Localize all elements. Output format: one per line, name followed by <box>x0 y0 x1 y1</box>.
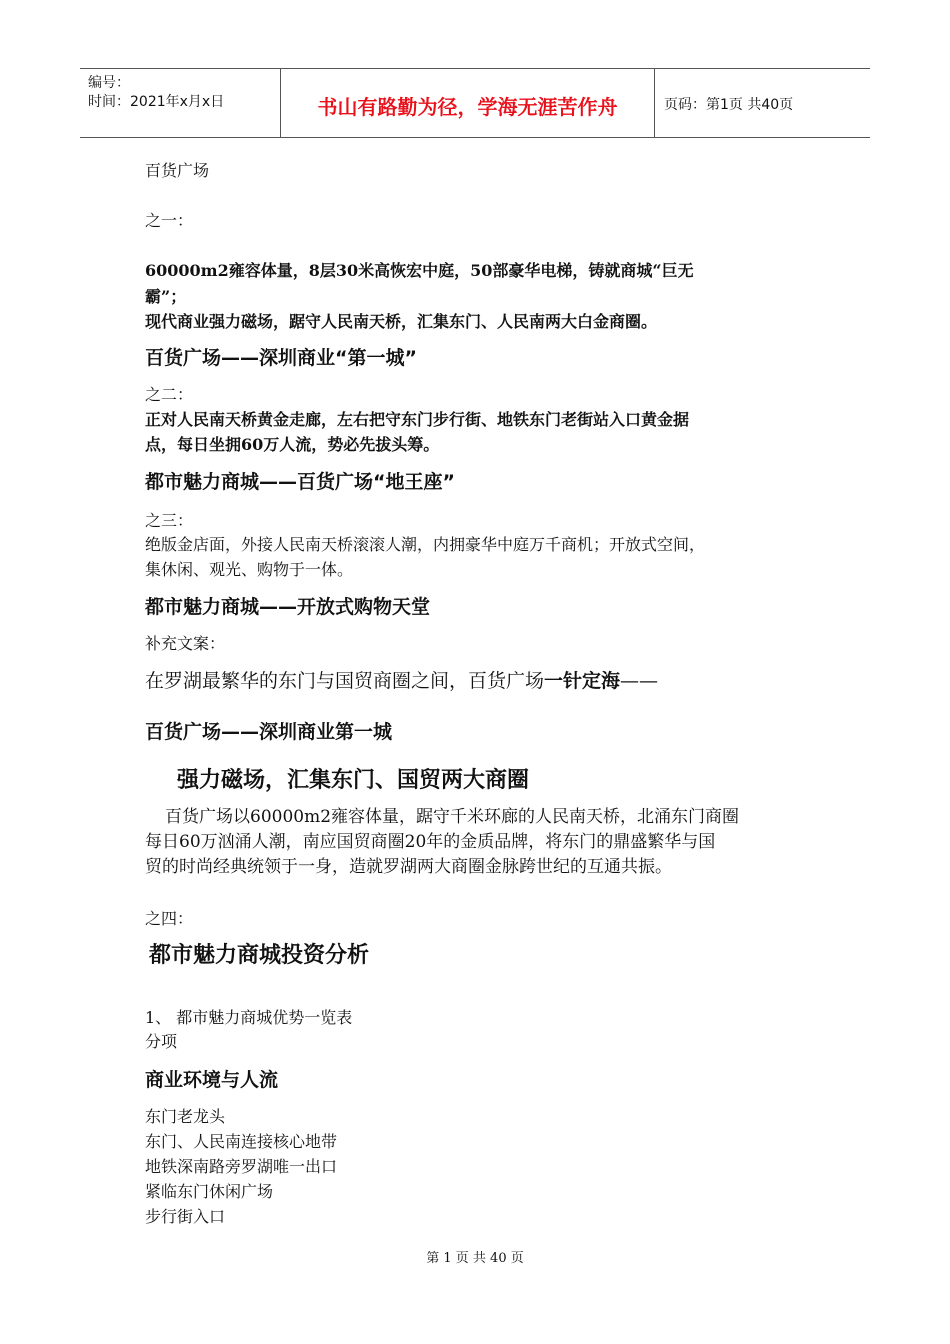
supplement-bold: 一针定海 <box>544 670 621 692</box>
number-label: 编号： <box>88 75 130 91</box>
section1-line1: 60000m2雍容体量，8层30米高恢宏中庭，50部豪华电梯，铸就商城“巨无 <box>145 261 694 280</box>
env-item: 地铁深南路旁罗湖唯一出口 <box>145 1157 338 1176</box>
section1-line3: 现代商业强力磁场，踞守人民南天桥，汇集东门、人民南两大白金商圈。 <box>145 312 658 331</box>
section4-label: 之四： <box>145 909 194 928</box>
page-footer: 第 1 页 共 40 页 <box>426 1251 524 1266</box>
doc-title: 百货广场 <box>145 161 210 180</box>
heading-business-environment: 商业环境与人流 <box>145 1069 279 1091</box>
supplement-dash: —— <box>620 670 659 692</box>
section2-line1: 正对人民南天桥黄金走廊，左右把守东门步行街、地铁东门老街站入口黄金据 <box>145 410 690 429</box>
section3-label: 之三： <box>145 511 194 530</box>
heading-landmark: 都市魅力商城——百货广场“地王座” <box>145 471 455 493</box>
paragraph-line1: 百货广场以60000m2雍容体量，踞守千米环廊的人民南天桥，北涌东门商圈 <box>165 807 740 827</box>
section3-line1: 绝版金店面，外接人民南天桥滚滚人潮，内拥豪华中庭万千商机；开放式空间， <box>145 535 706 554</box>
env-item: 紧临东门休闲广场 <box>145 1182 274 1201</box>
heading-open-shopping: 都市魅力商城——开放式购物天堂 <box>145 596 431 618</box>
env-item: 东门、人民南连接核心地带 <box>145 1132 338 1151</box>
section1-label: 之一： <box>145 211 194 230</box>
heading-two-districts: 强力磁场，汇集东门、国贸两大商圈 <box>177 768 530 793</box>
header-meta-cell <box>80 69 280 137</box>
env-item: 东门老龙头 <box>145 1107 226 1126</box>
paragraph-line3: 贸的时尚经典统领于一身，造就罗湖两大商圈金脉跨世纪的互通共振。 <box>145 857 672 877</box>
section1-line2: 霸”； <box>145 287 187 306</box>
time-label: 时间：2021年x月x日 <box>88 94 225 110</box>
section2-line2: 点，每日坐拥60万人流，势必先拔头筹。 <box>145 435 440 454</box>
supplement-line <box>145 668 658 694</box>
page-info: 页码：第1页 共40页 <box>664 97 794 113</box>
list-sub-item: 分项 <box>145 1032 178 1051</box>
heading-first-city: 百货广场——深圳商业“第一城” <box>145 347 417 369</box>
section2-label: 之二： <box>145 385 194 404</box>
header-page-cell <box>654 69 870 137</box>
section3-line2: 集休闲、观光、购物于一体。 <box>145 560 354 579</box>
header-motto-cell <box>280 69 655 137</box>
list-item-advantages: 1、 都市魅力商城优势一览表 <box>145 1008 353 1027</box>
supplement-text: 在罗湖最繁华的东门与国贸商圈之间，百货广场 <box>145 670 545 692</box>
heading-investment-analysis: 都市魅力商城投资分析 <box>149 943 370 968</box>
supplement-label: 补充文案： <box>145 634 226 653</box>
page-header-table <box>80 68 870 138</box>
env-item: 步行街入口 <box>145 1207 226 1226</box>
paragraph-line2: 每日60万汹涌人潮，南应国贸商圈20年的金质品牌，将东门的鼎盛繁华与国 <box>145 832 716 852</box>
heading-shenzhen-first-city: 百货广场——深圳商业第一城 <box>145 721 393 743</box>
motto-text: 书山有路勤为径，学海无涯苦作舟 <box>317 95 618 119</box>
